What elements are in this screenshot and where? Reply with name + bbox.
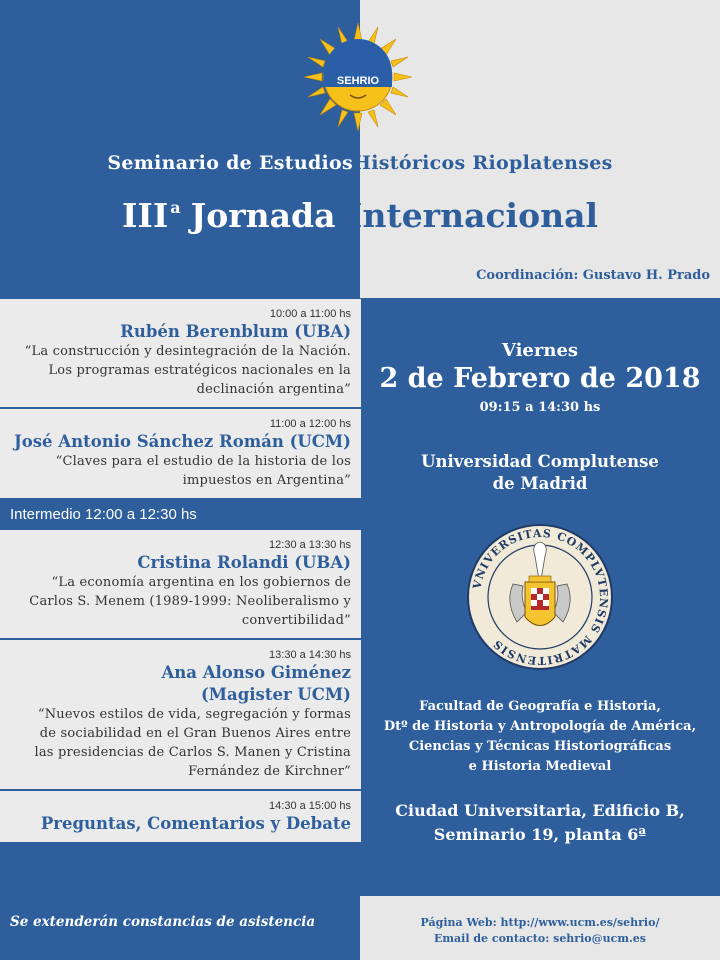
faculty-info [360, 697, 720, 777]
title-ordinal-sup: a [170, 198, 181, 217]
program-list [0, 299, 361, 844]
talk-topic-line: las presidencias de Carlos S. Manen y Cristina [34, 745, 351, 760]
university-name [360, 451, 720, 495]
talk-topic-line: “La construcción y desintegración de la Nación. [24, 344, 351, 359]
program-item [0, 409, 361, 500]
program-item [0, 530, 361, 640]
certificates-note: Se extenderán constancias de asistencia [10, 914, 316, 930]
faculty-line: e Historia Medieval [468, 759, 612, 774]
address-line: Seminario 19, planta 6ª [433, 825, 647, 844]
seminar-name-left: Seminario de Estudios [107, 152, 354, 174]
seminar-name [0, 152, 720, 174]
talk-topic-line: Fernández de Kirchner” [188, 764, 351, 779]
university-line: Universidad Complutense [421, 452, 659, 471]
talk-topic-line: “Claves para el estudio de la historia de los [55, 454, 351, 469]
faculty-line: Facultad de Geografía e Historia, [419, 699, 661, 714]
talk-topic-line: declinación argentina” [196, 382, 351, 397]
talk-topic-line: impuestos en Argentina” [182, 473, 351, 488]
title-ordinal: III [121, 196, 169, 235]
event-info [360, 340, 720, 495]
crest-ring-text: VNIVERSITAS COMPLVTENSIS MATRITENSIS [470, 526, 611, 668]
talk-speaker: Ana Alonso Giménez [161, 663, 351, 682]
talk-topic-line: Los programas estratégicos nacionales en la [48, 363, 351, 378]
website-link[interactable]: Página Web: http://www.ucm.es/sehrio/ [420, 916, 660, 929]
talk-time: 12:30 a 13:30 hs [269, 539, 351, 551]
address [360, 799, 720, 847]
talk-speaker: José Antonio Sánchez Román (UCM) [13, 432, 351, 451]
title-right: Internacional [347, 196, 598, 235]
talk-time: 11:00 a 12:00 hs [269, 418, 351, 430]
talk-speaker: Preguntas, Comentarios y Debate [40, 814, 351, 833]
page-title [0, 196, 720, 235]
program-item [0, 791, 361, 844]
event-date: 2 de Febrero de 2018 [379, 363, 701, 394]
talk-topic-line: “La economía argentina en los gobiernos de [51, 575, 351, 590]
talk-speaker: (Magister UCM) [200, 685, 351, 704]
seminar-name-right: Históricos Rioplatenses [353, 152, 613, 174]
coordination: Coordinación: Gustavo H. Prado [476, 268, 710, 283]
event-hours: 09:15 a 14:30 hs [479, 400, 601, 415]
university-line: de Madrid [492, 474, 588, 493]
talk-speaker: Cristina Rolandi (UBA) [137, 553, 351, 572]
logo-text: SEHRIO [336, 75, 380, 87]
talk-topic-line: “Nuevos estilos de vida, segregación y formas [37, 707, 351, 722]
talk-speaker: Rubén Berenblum (UBA) [120, 322, 351, 341]
faculty-line: Dtº de Historia y Antropología de América, [383, 719, 697, 734]
talk-time: 10:00 a 11:00 hs [269, 308, 351, 320]
talk-topic-line: Carlos S. Menem (1989-1999: Neoliberalismo y [29, 594, 351, 609]
contact-info [360, 915, 720, 947]
talk-time: 14:30 a 15:00 hs [269, 800, 351, 812]
event-day: Viernes [501, 340, 579, 361]
talk-topic-line: convertibilidad” [241, 613, 351, 628]
faculty-line: Ciencias y Técnicas Historiográficas [408, 739, 672, 754]
program-item [0, 299, 361, 409]
intermission: Intermedio 12:00 a 12:30 hs [0, 500, 361, 530]
program-item [0, 640, 361, 791]
title-left: Jornada [190, 196, 348, 235]
address-line: Ciudad Universitaria, Edificio B, [395, 801, 685, 820]
ucm-crest [465, 522, 615, 672]
talk-topic-line: de sociabilidad en el Gran Buenos Aires entre [39, 726, 351, 741]
email-link[interactable]: Email de contacto: sehrio@ucm.es [434, 932, 646, 945]
talk-time: 13:30 a 14:30 hs [269, 649, 351, 661]
sun-of-may-logo [303, 22, 413, 132]
